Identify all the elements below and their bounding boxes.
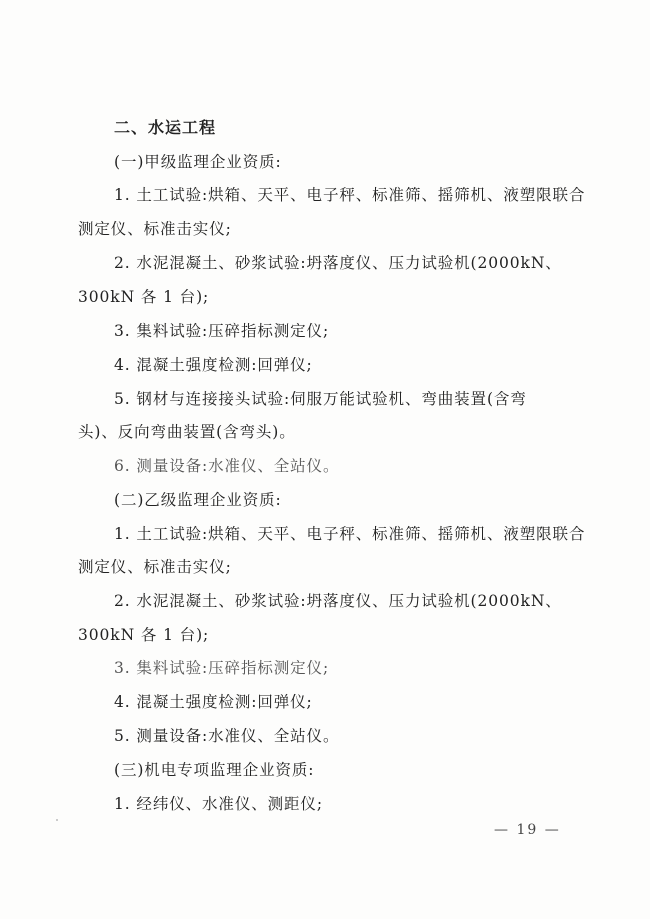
b-item-1-line-1: 1. 土工试验:烘箱、天平、电子秤、标准筛、摇筛机、液塑限联合	[114, 525, 586, 543]
b-item-2-line-1: 2. 水泥混凝土、砂浆试验:坍落度仪、压力试验机(2000kN、	[114, 592, 562, 610]
page-number: — 19 —	[494, 822, 561, 838]
b-item-5: 5. 测量设备:水准仪、全站仪。	[114, 727, 340, 745]
b-item-3: 3. 集料试验:压碎指标测定仪;	[114, 659, 330, 677]
a-item-5-line-1: 5. 钢材与连接接头试验:伺服万能试验机、弯曲装置(含弯	[114, 390, 527, 408]
a-item-6: 6. 测量设备:水准仪、全站仪。	[114, 457, 340, 475]
a-item-2-line-1: 2. 水泥混凝土、砂浆试验:坍落度仪、压力试验机(2000kN、	[114, 254, 562, 272]
a-item-1-line-2: 测定仪、标准击实仪;	[78, 220, 232, 238]
a-item-4: 4. 混凝土强度检测:回弹仪;	[114, 356, 313, 374]
a-item-3: 3. 集料试验:压碎指标测定仪;	[114, 322, 330, 340]
b-item-1-line-2: 测定仪、标准击实仪;	[78, 558, 232, 576]
subsection-title-a: (一)甲级监理企业资质:	[114, 153, 282, 171]
subsection-title-b: (二)乙级监理企业资质:	[114, 491, 282, 509]
b-item-4: 4. 混凝土强度检测:回弹仪;	[114, 693, 313, 711]
c-item-1: 1. 经纬仪、水准仪、测距仪;	[114, 795, 323, 813]
a-item-5-line-2: 头)、反向弯曲装置(含弯头)。	[78, 423, 296, 441]
section-title: 二、水运工程	[114, 118, 217, 137]
scan-speck	[56, 819, 58, 821]
a-item-1-line-1: 1. 土工试验:烘箱、天平、电子秤、标准筛、摇筛机、液塑限联合	[114, 186, 586, 204]
a-item-2-line-2: 300kN 各 1 台);	[78, 288, 210, 306]
subsection-title-c: (三)机电专项监理企业资质:	[114, 761, 315, 779]
b-item-2-line-2: 300kN 各 1 台);	[78, 626, 210, 644]
